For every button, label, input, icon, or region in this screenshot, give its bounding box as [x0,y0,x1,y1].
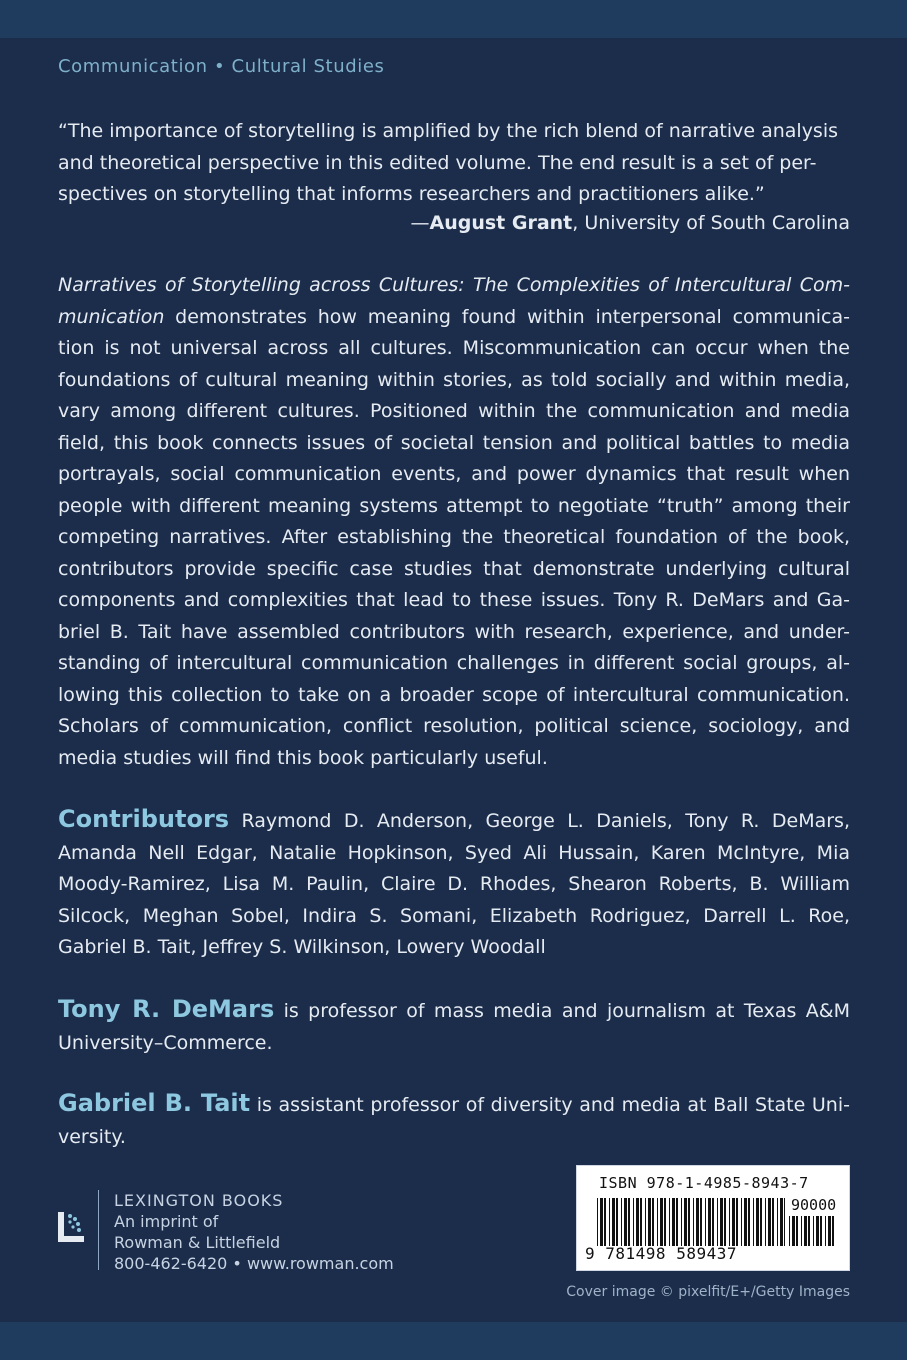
endorser-name: August Grant [429,212,573,234]
cover-image-credit: Cover image © pixelfit/E+/Getty Images [566,1284,850,1300]
editor-bio-text-demars: is professor of mass media and journalism at Texas A&M University–Commerce. [58,1000,850,1054]
endorsement-attribution [58,208,850,240]
isbn-number: ISBN 978-1-4985-8943-7 [599,1174,809,1192]
publisher-name: LEXINGTON BOOKS [114,1191,284,1210]
endorser-affiliation: , University of South Carolina [572,212,850,234]
description-body: demonstrates how meaning found within interpersonal communica-tion is not universal across all cultures. Miscommunication can occur when the foundations of cultural meaning within stories, as told socially and within media, vary among different cultures. Positioned within the communication and media field, this book connects issues of societal tension and political battles to media portrayals, social communication events, and power dynamics that result when people with different meaning systems attempt to negotiate “truth” among their competing narratives. After establishing the theoretical foundation of the book, contributors provide specific case studies that demonstrate underlying cultural components and complexities that lead to these issues. Tony R. DeMars and Ga-briel B. Tait have assembled contributors with research, experience, and under-standing of intercultural communication challenges in different social groups, al-lowing this collection to take on a broader scope of intercultural communication. Scholars of communication, conflict resolution, political science, sociology, and media studies will find this book particularly useful. [58,305,850,769]
top-band [0,0,907,38]
publisher-imprint-label: An imprint of [114,1212,219,1231]
barcode-addon-bars [789,1216,835,1246]
book-description [58,270,850,774]
category-label: Communication • Cultural Studies [58,56,385,77]
editor-name-demars: Tony R. DeMars [58,995,275,1023]
bottom-band [0,1322,907,1360]
publisher-text [114,1190,394,1274]
barcode-bars [597,1198,785,1246]
contributors-heading: Contributors [58,805,230,833]
price-code: 90000 [791,1196,837,1214]
publisher-contact: 800-462-6420 • www.rowman.com [114,1254,394,1273]
lexington-logo-icon [56,1210,86,1244]
attribution-dash: — [410,212,430,234]
publisher-block [56,1190,456,1272]
barcode-digits: 9 781498 589437 [585,1244,737,1263]
publisher-divider [98,1190,99,1270]
editor-name-tait: Gabriel B. Tait [58,1089,251,1117]
publisher-parent: Rowman & Littlefield [114,1233,281,1252]
editor-bio-text-tait: is assistant professor of diversity and media at Ball State Uni-versity. [58,1094,850,1148]
contributors-list: Raymond D. Anderson, George L. Daniels, Tony R. DeMars, Amanda Nell Edgar, Natalie Hopkinson, Syed Ali Hussain, Karen McIntyre, Mia Moody-Ramirez, Lisa M. Paulin, Claire D. Rhodes, Shearon Roberts, B. William Silcock, Meghan Sobel, Indira S. Somani, Elizabeth Rodriguez, Darrell L. Roe, Gabriel B. Tait, Jeffrey S. Wilkinson, Lowery Woodall [58,810,850,958]
endorsement-quote: “The importance of storytelling is amplified by the rich blend of narrative analysis and theoretical perspective in this edited volume. The end result is a set of per-spectives on storytelling that informs researchers and practitioners alike.” [58,120,839,205]
book-title: Narratives of Storytelling across Cultures: The Complexities of Intercultural Com-munication [58,274,850,328]
isbn-barcode [576,1165,850,1271]
editor-bio-tait [58,1088,850,1153]
contributors-section [58,804,850,964]
editor-bio-demars [58,994,850,1059]
